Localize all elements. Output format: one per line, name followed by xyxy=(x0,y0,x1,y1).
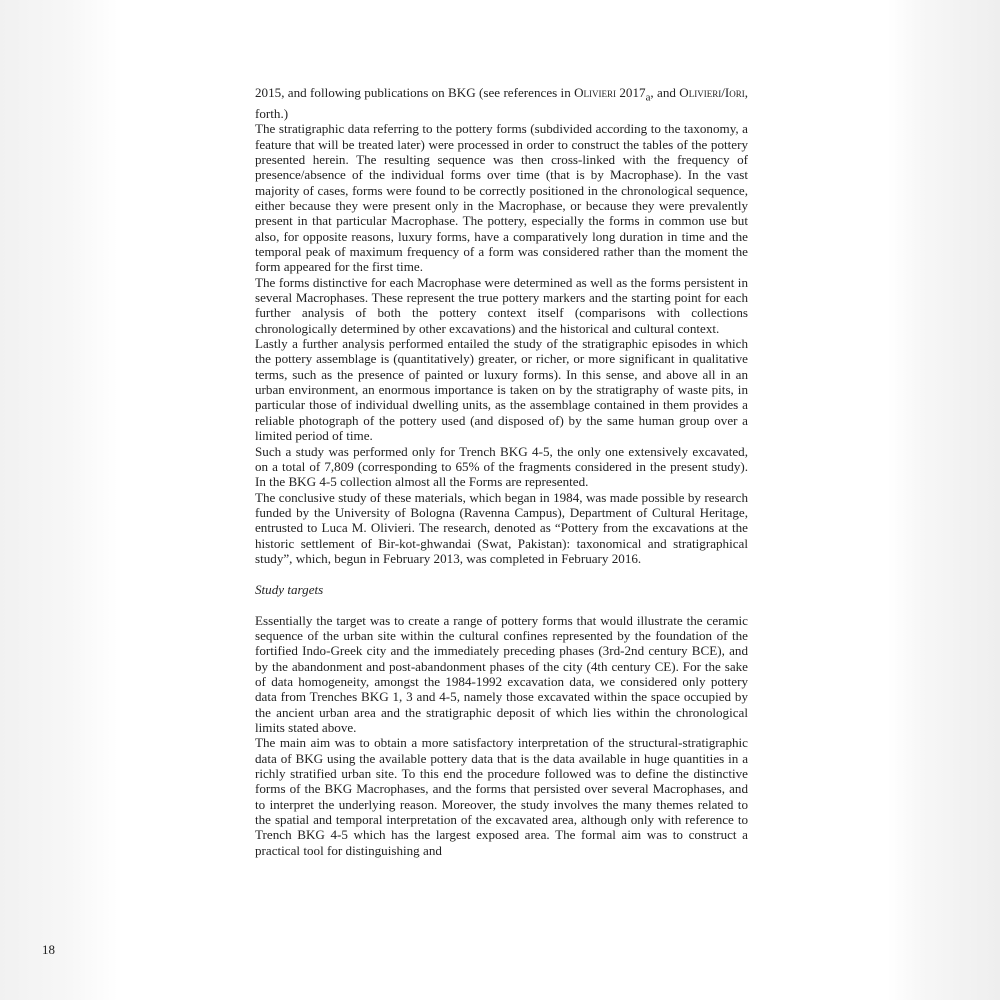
author-citation: Olivieri/Iori xyxy=(679,85,745,100)
author-citation: Olivieri xyxy=(574,85,617,100)
paragraph-continuation: 2015, and following publications on BKG (see references in Olivieri $2017_a$, and Olivieri/Iori, forth.) xyxy=(255,85,748,121)
page-number: 18 xyxy=(42,942,55,957)
book-page xyxy=(118,0,888,1000)
paragraph: The forms distinctive for each Macrophase were determined as well as the forms persistent in several Macrophases. These represent the true pottery markers and the starting point for each further analysis of both the pottery context itself (comparisons with collections chronologically determined by other excavations) and the historical and cultural context. xyxy=(255,274,748,336)
paragraph: The conclusive study of these materials, which began in 1984, was made possible by research funded by the University of Bologna (Ravenna Campus), Department of Cultural Heritage, entrusted to Luca M. Olivieri. The research, denoted as “Pottery from the excavations at the historic settlement of Bir-kot-ghwandai (Swat, Pakistan): taxonomical and stratigraphical study”, which, begun in February 2013, was completed in February 2016. xyxy=(255,489,748,566)
citation-suffix: a xyxy=(645,91,651,104)
body-text-column xyxy=(255,85,748,858)
right-edge-shadow xyxy=(888,0,1000,1000)
paragraph: Lastly a further analysis performed entailed the study of the stratigraphic episodes in which the pottery assemblage is (quantitatively) greater, or richer, or more significant in qualitative terms, such as the presence of painted or luxury forms). In this sense, and above all in an urban environment, an enormous importance is taken on by the stratigraphy of waste pits, in particular those of individual dwelling units, as the assemblage contained in them provides a reliable photograph of the pottery used (and disposed of) by the same human group over a limited period of time. xyxy=(255,336,748,444)
paragraph: The stratigraphic data referring to the pottery forms (subdivided according to the taxonomy, a feature that will be treated later) were processed in order to construct the tables of the pottery presented herein. The resulting sequence was then cross-linked with the frequency of presence/absence of the individual forms over time (that is by Macrophase). In the vast majority of cases, forms were found to be correctly positioned in the chronological sequence, either because they were present only in the Macrophase, or because they were prevalently present in that particular Macrophase. The pottery, especially the forms in common use but also, for opposite reasons, luxury forms, have a comparatively long duration in time and the temporal peak of maximum frequency of a form was considered rather than the moment the form appeared for the first time. xyxy=(255,121,748,275)
paragraph: The main aim was to obtain a more satisfactory interpretation of the structural-stratigraphic data of BKG using the available pottery data that is the data available in huge quantities in a richly stratified urban site. To this end the procedure followed was to define the distinctive forms of the BKG Macrophases, and the forms that persisted over several Macrophases, and to interpret the underlying reason. Moreover, the study involves the many themes related to the spatial and temporal interpretation of the excavated area, although only with reference to Trench BKG 4-5 which has the largest exposed area. The formal aim was to construct a practical tool for distinguishing and xyxy=(255,735,748,858)
section-heading: Study targets xyxy=(255,582,324,598)
paragraph: Such a study was performed only for Trench BKG 4-5, the only one extensively excavated, on a total of 7,809 (corresponding to 65% of the fragments considered in the present study). In the BKG 4-5 collection almost all the Forms are represented. xyxy=(255,443,748,490)
paragraph: Essentially the target was to create a range of pottery forms that would illustrate the ceramic sequence of the urban site within the cultural confines represented by the foundation of the fortified Indo-Greek city and the immediately preceding phases (3rd-2nd century BCE), and by the abandonment and post-abandonment phases of the city (4th century CE). For the sake of data homogeneity, amongst the 1984-1992 excavation data, we considered only pottery data from Trenches BKG 1, 3 and 4-5, namely those excavated within the space occupied by the ancient urban area and the stratigraphic deposit of which lies within the chronological limits stated above. xyxy=(255,612,748,736)
left-gutter-shadow xyxy=(0,0,118,1000)
